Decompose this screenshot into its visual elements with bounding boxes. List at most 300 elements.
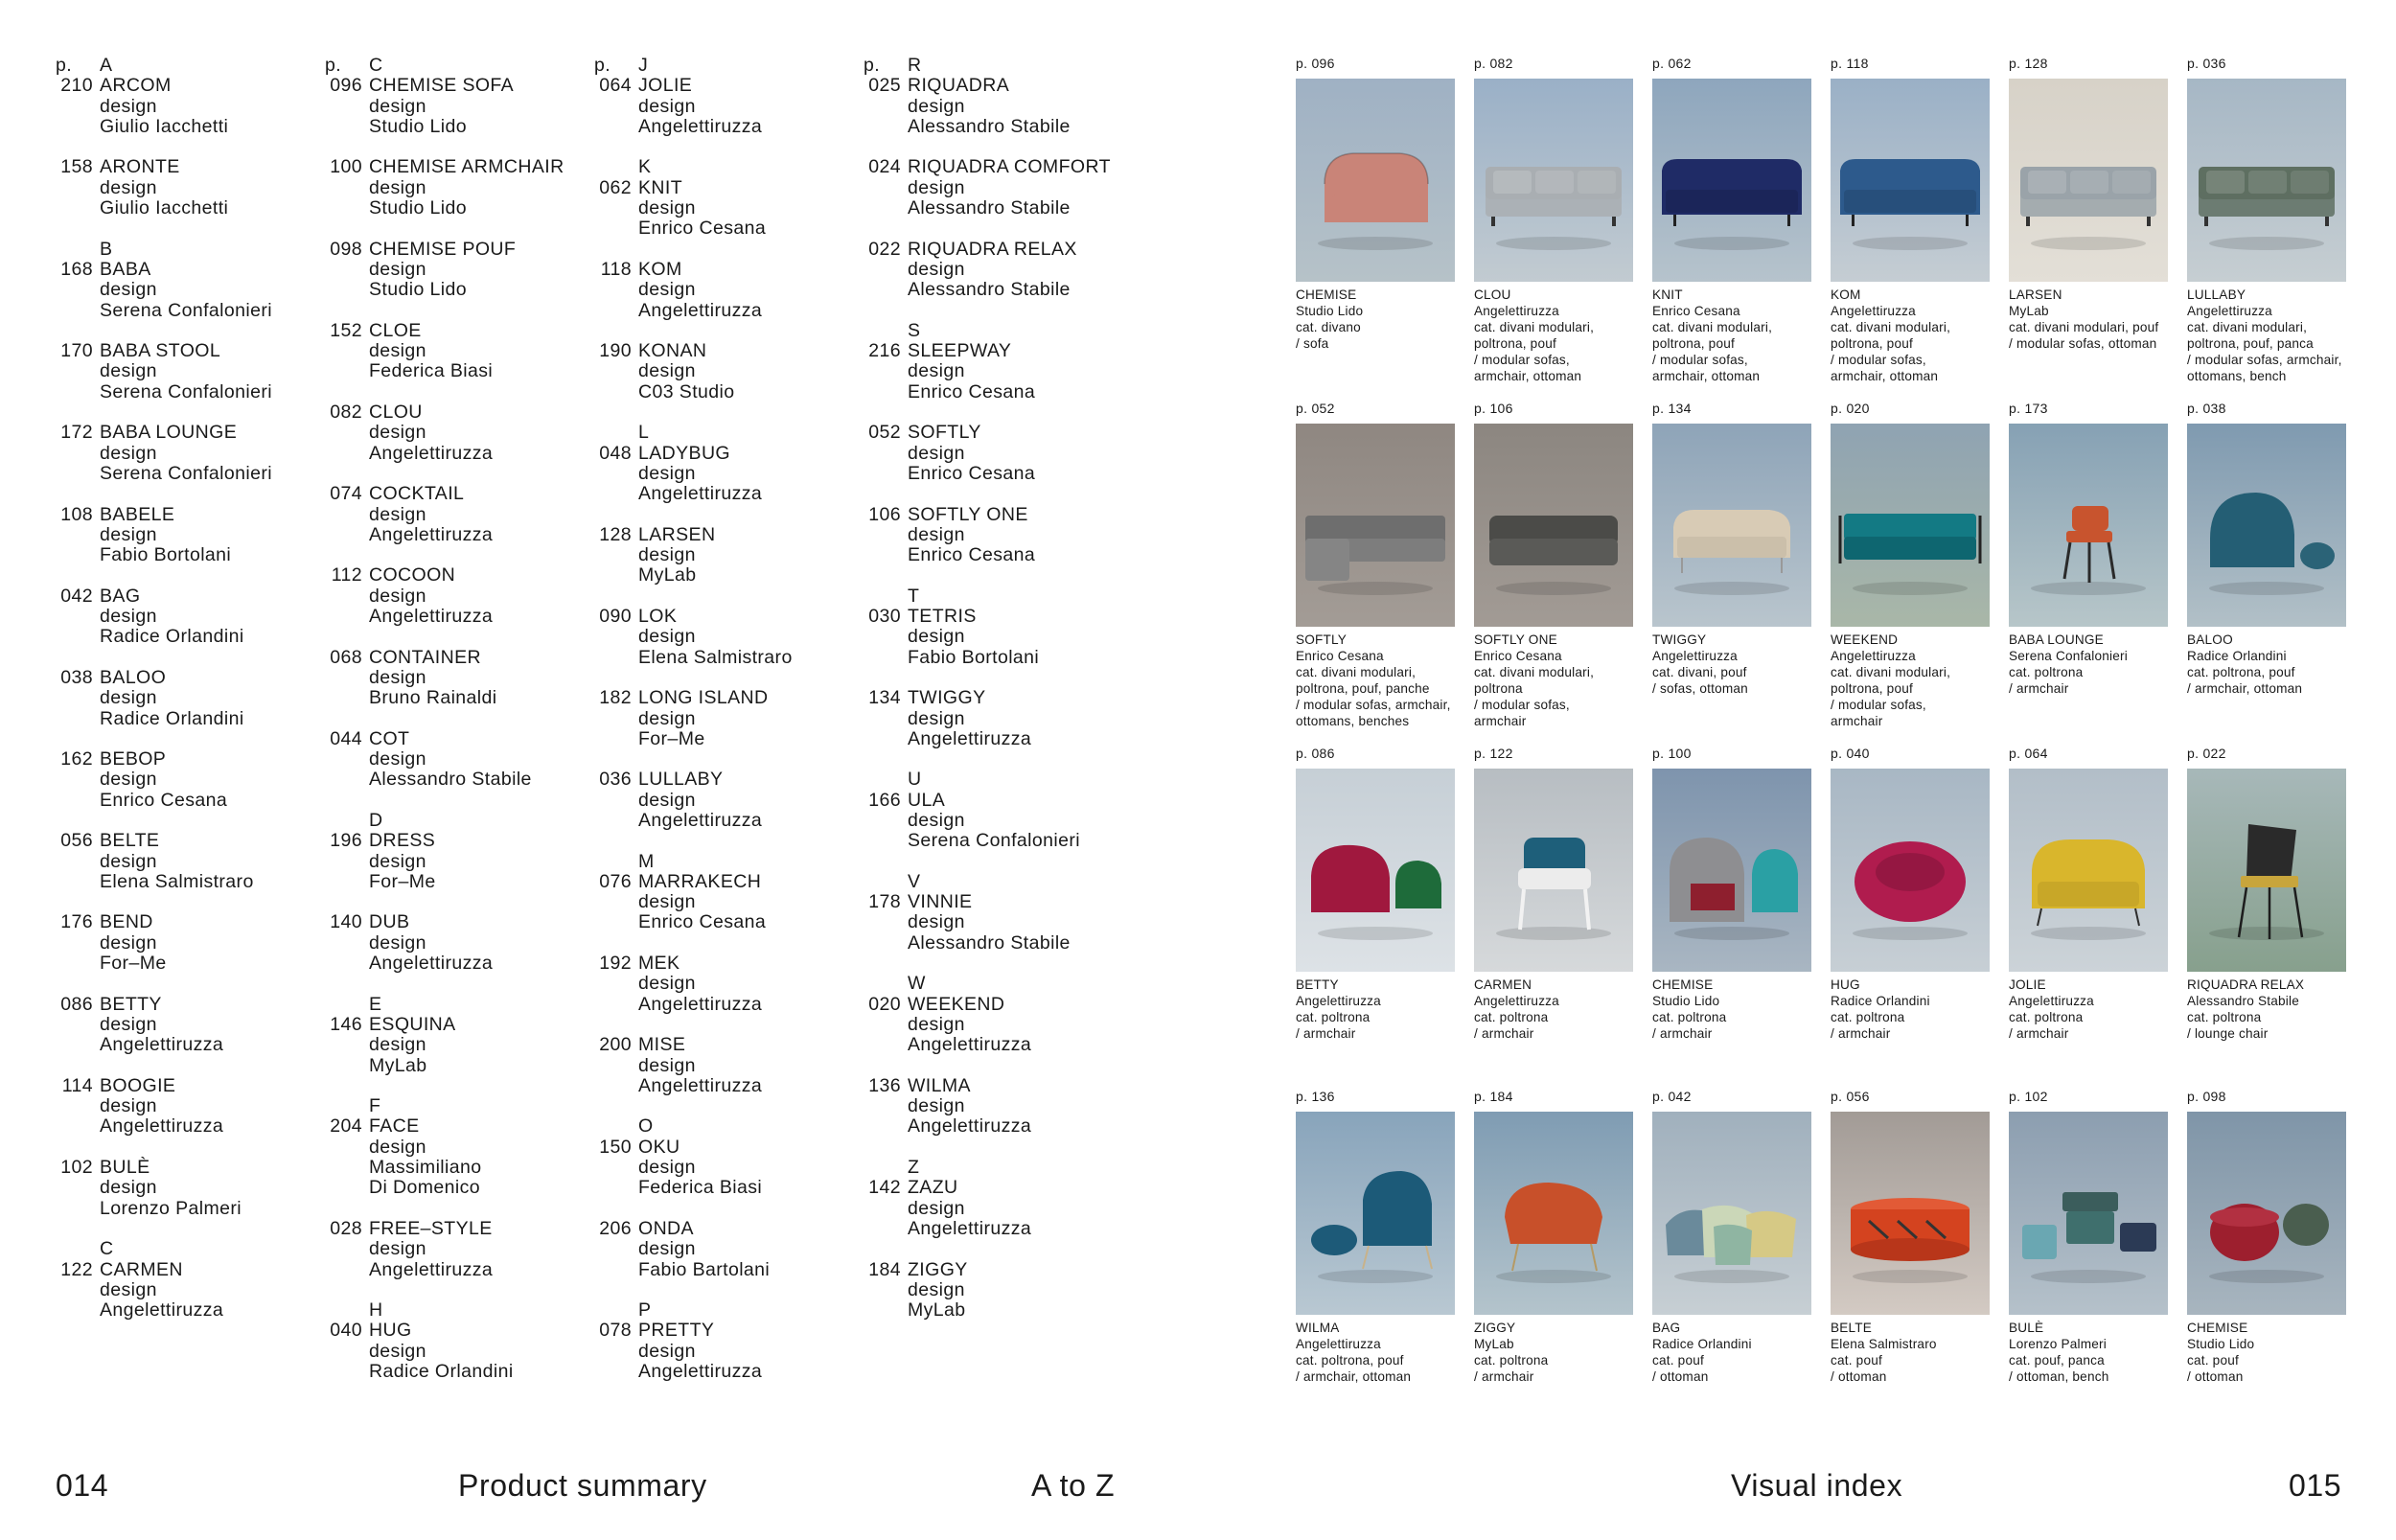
designer-name: Enrico Cesana [908, 544, 1036, 566]
caption-product-name: ZIGGY [1474, 1321, 1516, 1335]
entry-page-number: 168 [60, 258, 93, 280]
product-photo[interactable] [1296, 1112, 1455, 1315]
product-photo[interactable] [2009, 1112, 2168, 1315]
design-label: design [369, 176, 426, 198]
entry-page-number: 076 [599, 870, 632, 892]
caption-category: poltrona, pouf [1474, 336, 1556, 351]
alphabet-letter: U [908, 769, 922, 791]
entry-page-number: 190 [599, 340, 632, 362]
product-photo[interactable] [1831, 424, 1990, 627]
alphabet-letter: L [638, 422, 650, 444]
caption-category: / modular sofas, ottoman [2009, 336, 2157, 351]
product-name: BABA LOUNGE [100, 422, 238, 444]
visual-index-card[interactable] [2009, 1089, 2187, 1385]
product-name: HUG [369, 1320, 412, 1342]
visual-index-card[interactable] [1296, 56, 1474, 352]
design-label: design [369, 95, 426, 117]
caption-designer: MyLab [1474, 1337, 1514, 1351]
visual-index-card[interactable] [1831, 56, 2009, 384]
caption-category: cat. poltrona [2187, 1010, 2262, 1024]
index-entry [325, 76, 593, 137]
product-name: SOFTLY [908, 422, 981, 444]
visual-index-card[interactable] [1474, 401, 1652, 729]
designer-name: Federica Biasi [369, 360, 494, 382]
product-name: LADYBUG [638, 442, 730, 464]
designer-name: Fabio Bartolani [638, 1258, 771, 1280]
index-column [56, 56, 324, 1342]
card-page-number: p. 056 [1831, 1089, 1870, 1104]
visual-index-card[interactable] [1652, 1089, 1831, 1385]
designer-name: Angelettiruzza [638, 993, 763, 1015]
index-column-header [325, 56, 593, 76]
caption-designer: Serena Confalonieri [2009, 649, 2128, 663]
index-entry [864, 157, 1132, 218]
visual-index-card[interactable] [2187, 56, 2365, 384]
card-page-number: p. 038 [2187, 401, 2226, 416]
entry-page-number: 044 [330, 727, 362, 749]
section-title-product-summary: Product summary [458, 1468, 707, 1503]
product-name: CHEMISE ARMCHAIR [369, 156, 564, 178]
alphabet-letter: O [638, 1115, 654, 1138]
caption-category: / armchair [1474, 1026, 1534, 1041]
entry-page-number: 090 [599, 606, 632, 628]
product-name: DUB [369, 911, 410, 933]
caption-designer: Angelettiruzza [1296, 1337, 1381, 1351]
alphabet-letter: C [100, 1238, 114, 1260]
design-label: design [638, 462, 696, 484]
visual-index-card[interactable] [2009, 56, 2187, 352]
product-caption [1474, 632, 1652, 729]
product-name: BOOGIE [100, 1074, 176, 1096]
index-entry [56, 586, 324, 648]
entry-page-number: 118 [600, 258, 632, 280]
caption-product-name: KNIT [1652, 287, 1683, 302]
product-name: LOK [638, 606, 678, 628]
product-photo[interactable] [1652, 769, 1811, 972]
entry-page-number: 172 [60, 422, 93, 444]
alphabet-letter: K [638, 156, 652, 178]
index-entry [864, 505, 1132, 566]
designer-name: Enrico Cesana [638, 911, 767, 933]
product-name: ZIGGY [908, 1258, 968, 1280]
product-photo[interactable] [2187, 1112, 2346, 1315]
product-photo[interactable] [1296, 769, 1455, 972]
design-label: design [369, 748, 426, 770]
design-label: design [369, 931, 426, 954]
caption-designer: Radice Orlandini [2187, 649, 2287, 663]
product-caption [1652, 1320, 1831, 1385]
caption-category: / armchair, ottoman [1296, 1369, 1412, 1384]
alphabet-letter: V [908, 870, 921, 892]
index-entry [594, 423, 863, 504]
product-name: BABA STOOL [100, 340, 221, 362]
caption-product-name: BULÈ [2009, 1321, 2044, 1335]
index-column [864, 56, 1132, 1342]
entry-page-number: 184 [868, 1258, 901, 1280]
index-entry [594, 607, 863, 668]
design-label: design [638, 626, 696, 648]
caption-designer: Angelettiruzza [2187, 304, 2272, 318]
caption-designer: Alessandro Stabile [2187, 994, 2299, 1008]
product-name: SOFTLY ONE [908, 503, 1028, 525]
entry-page-number: 052 [868, 422, 901, 444]
designer-name: Elena Salmistraro [100, 870, 254, 892]
card-page-number: p. 136 [1296, 1089, 1335, 1104]
product-photo[interactable] [2187, 424, 2346, 627]
page-column-label: p. [56, 55, 73, 76]
product-caption [1652, 977, 1831, 1042]
caption-category: cat. divani modulari, pouf [2009, 320, 2159, 334]
design-label: design [908, 707, 965, 729]
product-name: CLOU [369, 402, 423, 424]
visual-index-card[interactable] [1296, 401, 1474, 729]
index-entry [864, 240, 1132, 301]
index-entry [325, 912, 593, 974]
entry-page-number: 062 [599, 176, 632, 198]
product-name: BULÈ [100, 1157, 150, 1179]
visual-index-card[interactable] [1831, 401, 2009, 729]
product-name: PRETTY [638, 1320, 715, 1342]
designer-name: Angelettiruzza [638, 1074, 763, 1096]
index-entry [594, 770, 863, 831]
entry-page-number: 134 [868, 687, 901, 709]
designer-name: Studio Lido [369, 197, 467, 219]
entry-page-number: 106 [868, 503, 901, 525]
caption-category: / modular sofas, armchair, [2187, 353, 2342, 367]
entry-page-number: 048 [599, 442, 632, 464]
caption-product-name: CLOU [1474, 287, 1511, 302]
design-label: design [638, 1157, 696, 1179]
caption-designer: Enrico Cesana [1296, 649, 1384, 663]
product-photo[interactable] [1474, 79, 1633, 282]
product-photo[interactable] [2187, 769, 2346, 972]
card-page-number: p. 184 [1474, 1089, 1513, 1104]
product-photo[interactable] [1831, 1112, 1990, 1315]
page-column-label: p. [325, 55, 342, 76]
designer-name: For–Me [369, 870, 436, 892]
visual-index-card[interactable] [2187, 401, 2365, 697]
product-caption [1474, 1320, 1652, 1385]
product-name: LARSEN [638, 523, 716, 545]
visual-index-card[interactable] [1296, 1089, 1474, 1385]
card-page-number: p. 122 [1474, 746, 1513, 761]
visual-index-card[interactable] [1652, 746, 1831, 1042]
caption-category: / armchair [1296, 1026, 1356, 1041]
visual-index-card[interactable] [2009, 401, 2187, 697]
product-name: COT [369, 727, 410, 749]
caption-category: cat. divani modulari, [1474, 665, 1595, 679]
caption-category: / lounge chair [2187, 1026, 2269, 1041]
designer-name: For–Me [638, 727, 705, 749]
product-caption [1652, 287, 1831, 384]
alphabet-letter: R [908, 55, 922, 76]
design-label: design [369, 340, 426, 362]
caption-category: poltrona, pouf, panca [2187, 336, 2314, 351]
caption-category: / sofa [1296, 336, 1329, 351]
product-name: LULLABY [638, 769, 724, 791]
design-label: design [908, 523, 965, 545]
product-name: TWIGGY [908, 687, 986, 709]
index-entry [56, 423, 324, 484]
product-name: BABA [100, 258, 151, 280]
alphabet-letter: C [369, 55, 383, 76]
alphabet-letter: B [100, 238, 113, 260]
product-name: KONAN [638, 340, 707, 362]
caption-category: cat. divani modulari, [1652, 320, 1773, 334]
card-page-number: p. 134 [1652, 401, 1692, 416]
visual-index-card[interactable] [1474, 56, 1652, 384]
entry-page-number: 128 [599, 523, 632, 545]
product-photo[interactable] [2009, 424, 2168, 627]
entry-page-number: 100 [330, 156, 362, 178]
designer-name: Studio Lido [369, 115, 467, 137]
design-label: design [638, 360, 696, 382]
product-photo[interactable] [1831, 79, 1990, 282]
caption-category: armchair, ottoman [1652, 369, 1761, 383]
entry-page-number: 038 [60, 666, 93, 688]
index-entry [325, 240, 593, 301]
alphabet-letter: S [908, 319, 921, 341]
product-name: ULA [908, 789, 946, 811]
caption-category: cat. pouf [1652, 1353, 1704, 1368]
designer-name: Massimiliano [369, 1157, 482, 1179]
alphabet-letter: T [908, 585, 920, 607]
entry-page-number: 064 [599, 75, 632, 97]
caption-category: ottomans, bench [2187, 369, 2287, 383]
entry-page-number: 216 [868, 340, 901, 362]
product-photo[interactable] [2009, 769, 2168, 972]
design-label: design [908, 1278, 965, 1300]
caption-category: / armchair [2009, 681, 2069, 696]
product-name: CONTAINER [369, 646, 481, 668]
index-entry [594, 852, 863, 933]
caption-product-name: TWIGGY [1652, 632, 1707, 647]
page-number-right: 015 [2289, 1468, 2342, 1503]
entry-page-number: 158 [60, 156, 93, 178]
design-label: design [100, 606, 157, 628]
design-label: design [100, 95, 157, 117]
visual-index-card[interactable] [1652, 56, 1831, 384]
product-name: FACE [369, 1115, 420, 1138]
designer-name: Giulio Iacchetti [100, 197, 229, 219]
caption-category: / modular sofas, [1652, 353, 1748, 367]
product-name: BETTY [100, 993, 162, 1015]
designer-name: Angelettiruzza [100, 1299, 224, 1322]
product-name: MISE [638, 1034, 686, 1056]
design-label: design [100, 687, 157, 709]
design-label: design [638, 1340, 696, 1362]
product-photo[interactable] [1474, 769, 1633, 972]
page-number-left: 014 [56, 1468, 109, 1503]
design-label: design [908, 360, 965, 382]
entry-page-number: 074 [330, 483, 362, 505]
product-photo[interactable] [1296, 79, 1455, 282]
design-label: design [100, 279, 157, 301]
index-entry [56, 995, 324, 1056]
product-caption [1831, 977, 2009, 1042]
caption-category: cat. divani, pouf [1652, 665, 1747, 679]
index-entry [864, 1076, 1132, 1138]
designer-name: Angelettiruzza [908, 1217, 1032, 1239]
caption-product-name: CHEMISE [1652, 977, 1714, 992]
designer-name: Giulio Iacchetti [100, 115, 229, 137]
visual-index-card[interactable] [1296, 746, 1474, 1042]
visual-index-card[interactable] [2187, 1089, 2365, 1385]
entry-page-number: 136 [868, 1074, 901, 1096]
entry-page-number: 042 [60, 585, 93, 607]
design-label: design [908, 809, 965, 831]
index-entry [594, 157, 863, 239]
caption-product-name: JOLIE [2009, 977, 2046, 992]
product-name: COCKTAIL [369, 483, 465, 505]
page-column-label: p. [594, 55, 611, 76]
card-page-number: p. 020 [1831, 401, 1870, 416]
entry-page-number: 206 [599, 1217, 632, 1239]
product-name: ONDA [638, 1217, 694, 1239]
product-name: LONG ISLAND [638, 687, 769, 709]
entry-page-number: 122 [60, 1258, 93, 1280]
caption-category: / ottoman [1652, 1369, 1709, 1384]
card-page-number: p. 064 [2009, 746, 2048, 761]
designer-name: Alessandro Stabile [908, 115, 1071, 137]
visual-index-card[interactable] [1652, 401, 1831, 697]
caption-designer: Radice Orlandini [1831, 994, 1930, 1008]
visual-index-card[interactable] [2009, 746, 2187, 1042]
entry-page-number: 204 [330, 1115, 362, 1138]
designer-name: Alessandro Stabile [908, 197, 1071, 219]
product-name: ARONTE [100, 156, 180, 178]
designer-name: Angelettiruzza [638, 483, 763, 505]
entry-page-number: 166 [868, 789, 901, 811]
product-name: MARRAKECH [638, 870, 762, 892]
visual-index-card[interactable] [1474, 746, 1652, 1042]
alphabet-letter: Z [908, 1157, 920, 1179]
index-entry [594, 688, 863, 749]
visual-index-card[interactable] [1831, 746, 2009, 1042]
card-page-number: p. 040 [1831, 746, 1870, 761]
caption-product-name: CHEMISE [1296, 287, 1357, 302]
visual-index-card[interactable] [2187, 746, 2365, 1042]
design-label: design [908, 626, 965, 648]
product-caption [2009, 977, 2187, 1042]
designer-name: Radice Orlandini [100, 626, 244, 648]
product-photo[interactable] [2187, 79, 2346, 282]
visual-index-grid [1296, 56, 2379, 1397]
design-label: design [908, 1197, 965, 1219]
product-caption [2187, 1320, 2365, 1385]
caption-category: poltrona, pouf [1831, 681, 1913, 696]
product-caption [1474, 977, 1652, 1042]
design-label: design [100, 1095, 157, 1117]
caption-category: cat. poltrona [1296, 1010, 1371, 1024]
entry-page-number: 036 [599, 769, 632, 791]
entry-page-number: 028 [330, 1217, 362, 1239]
product-photo[interactable] [1652, 1112, 1811, 1315]
caption-designer: Angelettiruzza [1652, 649, 1738, 663]
product-photo[interactable] [1296, 424, 1455, 627]
page-column-label: p. [864, 55, 881, 76]
product-caption [1296, 977, 1474, 1042]
designer-name: Angelettiruzza [638, 809, 763, 831]
product-caption [1831, 632, 2009, 729]
design-label: design [908, 1013, 965, 1035]
product-caption [1831, 287, 2009, 384]
index-entry [594, 1219, 863, 1280]
designer-name: Angelettiruzza [369, 442, 494, 464]
designer-name: Lorenzo Palmeri [100, 1197, 242, 1219]
entry-page-number: 082 [330, 402, 362, 424]
product-photo[interactable] [1652, 79, 1811, 282]
index-entry [325, 484, 593, 545]
index-entry [594, 76, 863, 137]
index-entry [325, 565, 593, 627]
designer-name: Serena Confalonieri [100, 299, 272, 321]
index-entry [56, 912, 324, 974]
card-page-number: p. 062 [1652, 56, 1692, 71]
design-label: design [638, 707, 696, 729]
a-to-z-index [56, 56, 1206, 1416]
design-label: design [908, 95, 965, 117]
product-name: CLOE [369, 319, 422, 341]
product-photo[interactable] [2009, 79, 2168, 282]
design-label: design [638, 197, 696, 219]
product-name: KNIT [638, 176, 683, 198]
design-label: design [638, 891, 696, 913]
design-label: design [369, 503, 426, 525]
index-column-header [594, 56, 863, 76]
product-photo[interactable] [1652, 424, 1811, 627]
entry-page-number: 040 [330, 1320, 362, 1342]
caption-category: poltrona [1474, 681, 1523, 696]
caption-category: cat. pouf, panca [2009, 1353, 2105, 1368]
product-photo[interactable] [1474, 1112, 1633, 1315]
design-label: design [369, 850, 426, 872]
index-entry [864, 76, 1132, 137]
index-entry [594, 341, 863, 402]
caption-product-name: SOFTLY ONE [1474, 632, 1557, 647]
design-label: design [908, 176, 965, 198]
product-name: DRESS [369, 830, 436, 852]
index-entry [56, 668, 324, 729]
designer-name: Elena Salmistraro [638, 646, 793, 668]
index-entry [56, 157, 324, 218]
caption-designer: Elena Salmistraro [1831, 1337, 1937, 1351]
design-label: design [100, 176, 157, 198]
caption-category: cat. divani modulari, [1474, 320, 1595, 334]
product-photo[interactable] [1831, 769, 1990, 972]
product-name: BEBOP [100, 748, 167, 770]
designer-name: Angelettiruzza [369, 953, 494, 975]
card-page-number: p. 173 [2009, 401, 2048, 416]
section-title-visual-index: Visual index [1731, 1468, 1903, 1503]
designer-name: Enrico Cesana [100, 789, 228, 811]
product-photo[interactable] [1474, 424, 1633, 627]
caption-category: poltrona, pouf, panche [1296, 681, 1430, 696]
caption-designer: Angelettiruzza [1474, 994, 1559, 1008]
design-label: design [908, 911, 965, 933]
design-label: design [369, 1034, 426, 1056]
entry-page-number: 020 [868, 993, 901, 1015]
card-page-number: p. 086 [1296, 746, 1335, 761]
visual-index-card[interactable] [1831, 1089, 2009, 1385]
caption-category: / armchair [2009, 1026, 2069, 1041]
index-entry [56, 1158, 324, 1219]
designer-name: Angelettiruzza [369, 606, 494, 628]
alphabet-letter: F [369, 1095, 381, 1117]
visual-index-card[interactable] [1474, 1089, 1652, 1385]
product-name: CARMEN [100, 1258, 183, 1280]
designer-name: Serena Confalonieri [908, 830, 1080, 852]
